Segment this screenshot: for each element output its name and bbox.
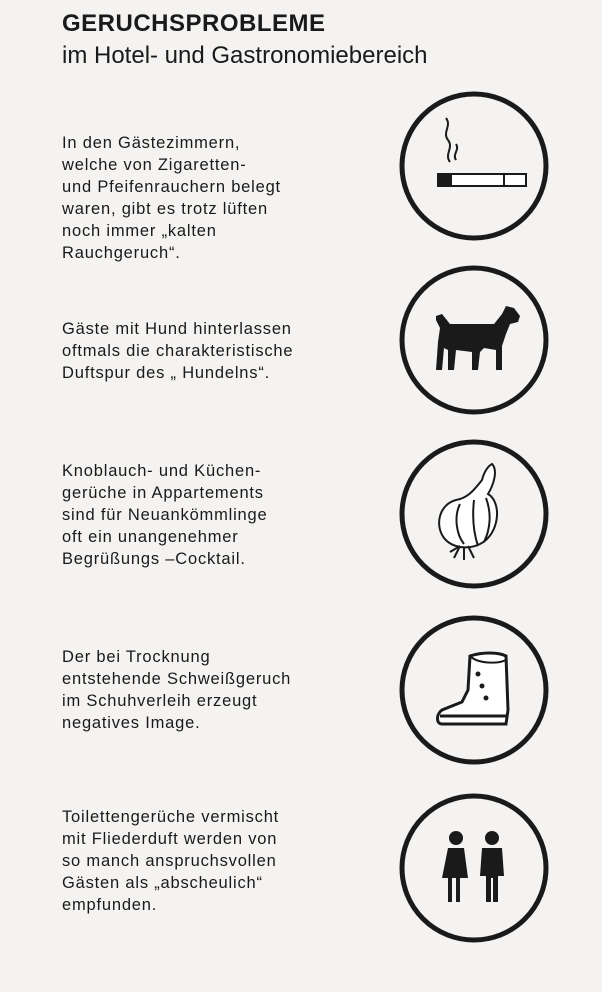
dog-icon [398, 264, 550, 416]
item-text: Der bei Trocknung entstehende Schweißgeruch im Schuhverleih erzeugt negatives Image. [62, 648, 292, 732]
page-subtitle: im Hotel- und Gastronomiebereich [62, 42, 428, 69]
item-text: Gäste mit Hund hinterlassen oftmals die charakteristische Duftspur des „ Hundelns“. [62, 320, 294, 382]
page-title: GERUCHSPROBLEME [62, 10, 326, 37]
item-text: Knoblauch- und Küchen- gerüche in Appartements sind für Neuankömmlinge oft ein unangenehmer Begrüßungs –Cocktail. [62, 462, 268, 568]
item-text: In den Gästezimmern, welche von Zigaretten- und Pfeifenrauchern belegt waren, gibt es trotz lüften noch immer „kalten Rauchgeruch“. [62, 134, 281, 262]
item-text: Toilettengerüche vermischt mit Fliederduft werden von so manch anspruchsvollen Gästen als „abscheulich“ empfunden. [62, 808, 280, 914]
boot-icon [398, 614, 550, 766]
restroom-icon [398, 792, 550, 944]
cigarette-icon [398, 90, 550, 242]
garlic-icon [398, 438, 550, 590]
